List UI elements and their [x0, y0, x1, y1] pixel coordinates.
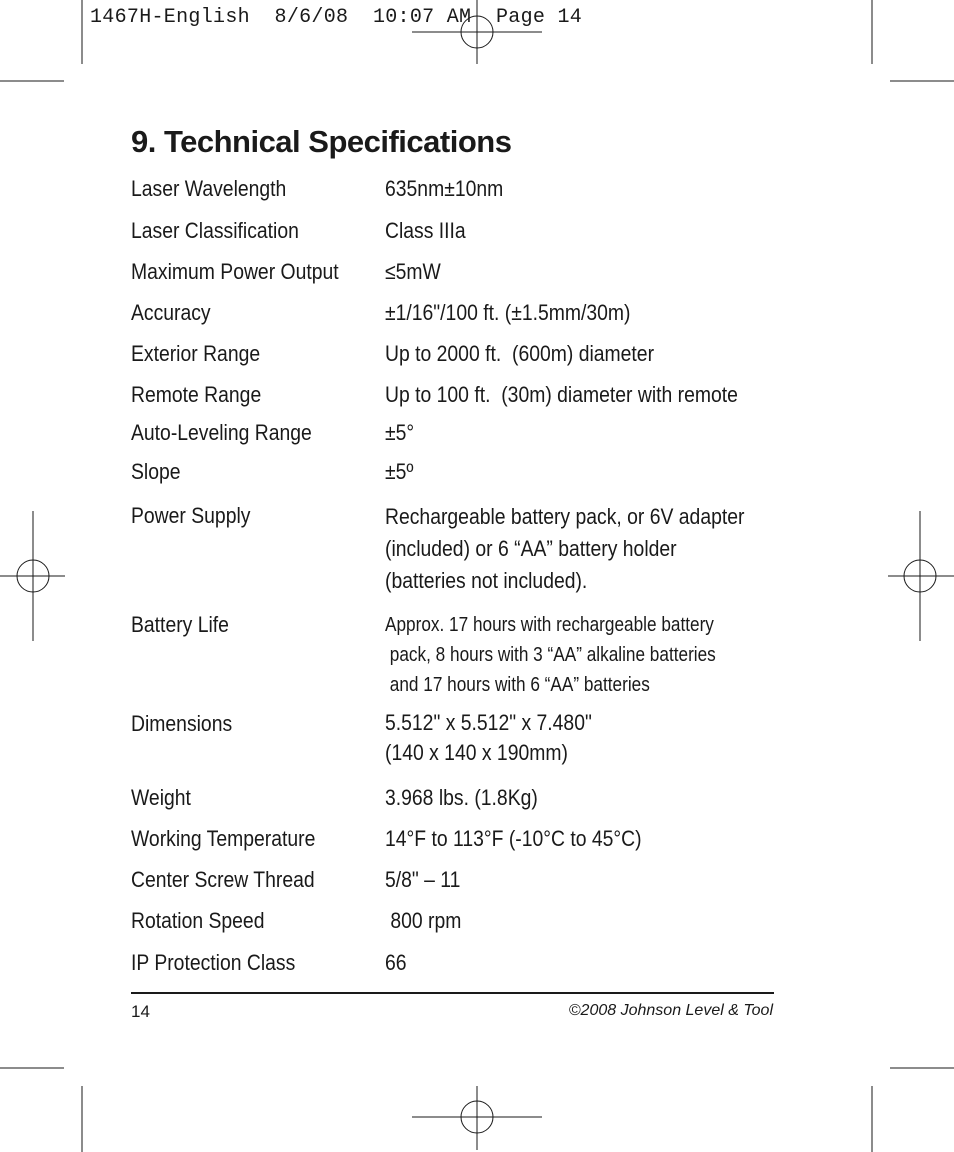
spec-label: Remote Range [131, 382, 262, 407]
spec-value: 3.968 lbs. (1.8Kg) [385, 785, 538, 810]
spec-label: Rotation Speed [131, 908, 265, 933]
spec-value: Rechargeable battery pack, or 6V adapter (included) or 6 “AA” battery holder (batteries not included). [385, 504, 745, 593]
spec-value: ±5° [385, 420, 415, 445]
spec-value: 5.512" x 5.512" x 7.480" (140 x 140 x 190mm) [385, 710, 592, 765]
spec-label: Weight [131, 785, 191, 810]
registration-mark-left [0, 511, 65, 641]
spec-value: Approx. 17 hours with rechargeable battery pack, 8 hours with 3 “AA” alkaline batteries and 17 hours with 6 “AA” batteries [385, 614, 716, 696]
spec-label: IP Protection Class [131, 950, 296, 975]
spec-label: Working Temperature [131, 826, 316, 851]
spec-label: Battery Life [131, 612, 229, 637]
page-title: 9. Technical Specifications [131, 124, 512, 159]
spec-label: Auto-Leveling Range [131, 420, 312, 445]
spec-label: Exterior Range [131, 341, 261, 366]
spec-label: Maximum Power Output [131, 259, 339, 284]
copyright-notice: ©2008 Johnson Level & Tool [568, 1002, 773, 1019]
spec-value: 14°F to 113°F (-10°C to 45°C) [385, 826, 642, 851]
spec-label: Power Supply [131, 503, 251, 528]
spec-value: Class IIIa [385, 218, 466, 243]
spec-value: ≤5mW [385, 259, 441, 284]
spec-value: Up to 100 ft. (30m) diameter with remote [385, 382, 738, 407]
footer-rule [131, 992, 774, 994]
spec-value: ±5º [385, 459, 414, 484]
print-slug-header: 1467H-English 8/6/08 10:07 AM Page 14 [90, 6, 583, 29]
spec-label: Laser Classification [131, 218, 299, 243]
registration-mark-bottom [412, 1086, 542, 1150]
registration-mark-right [888, 511, 954, 641]
spec-value: 800 rpm [385, 908, 462, 933]
spec-value: 5/8" – 11 [385, 867, 461, 892]
spec-value: Up to 2000 ft. (600m) diameter [385, 341, 655, 366]
spec-value: 66 [385, 950, 407, 975]
spec-label: Accuracy [131, 300, 211, 325]
spec-value: ±1/16"/100 ft. (±1.5mm/30m) [385, 300, 631, 325]
spec-label: Center Screw Thread [131, 867, 315, 892]
spec-label: Slope [131, 459, 181, 484]
spec-label: Dimensions [131, 711, 233, 736]
page-number: 14 [131, 1002, 150, 1021]
spec-label: Laser Wavelength [131, 176, 287, 201]
spec-value: 635nm±10nm [385, 176, 504, 201]
